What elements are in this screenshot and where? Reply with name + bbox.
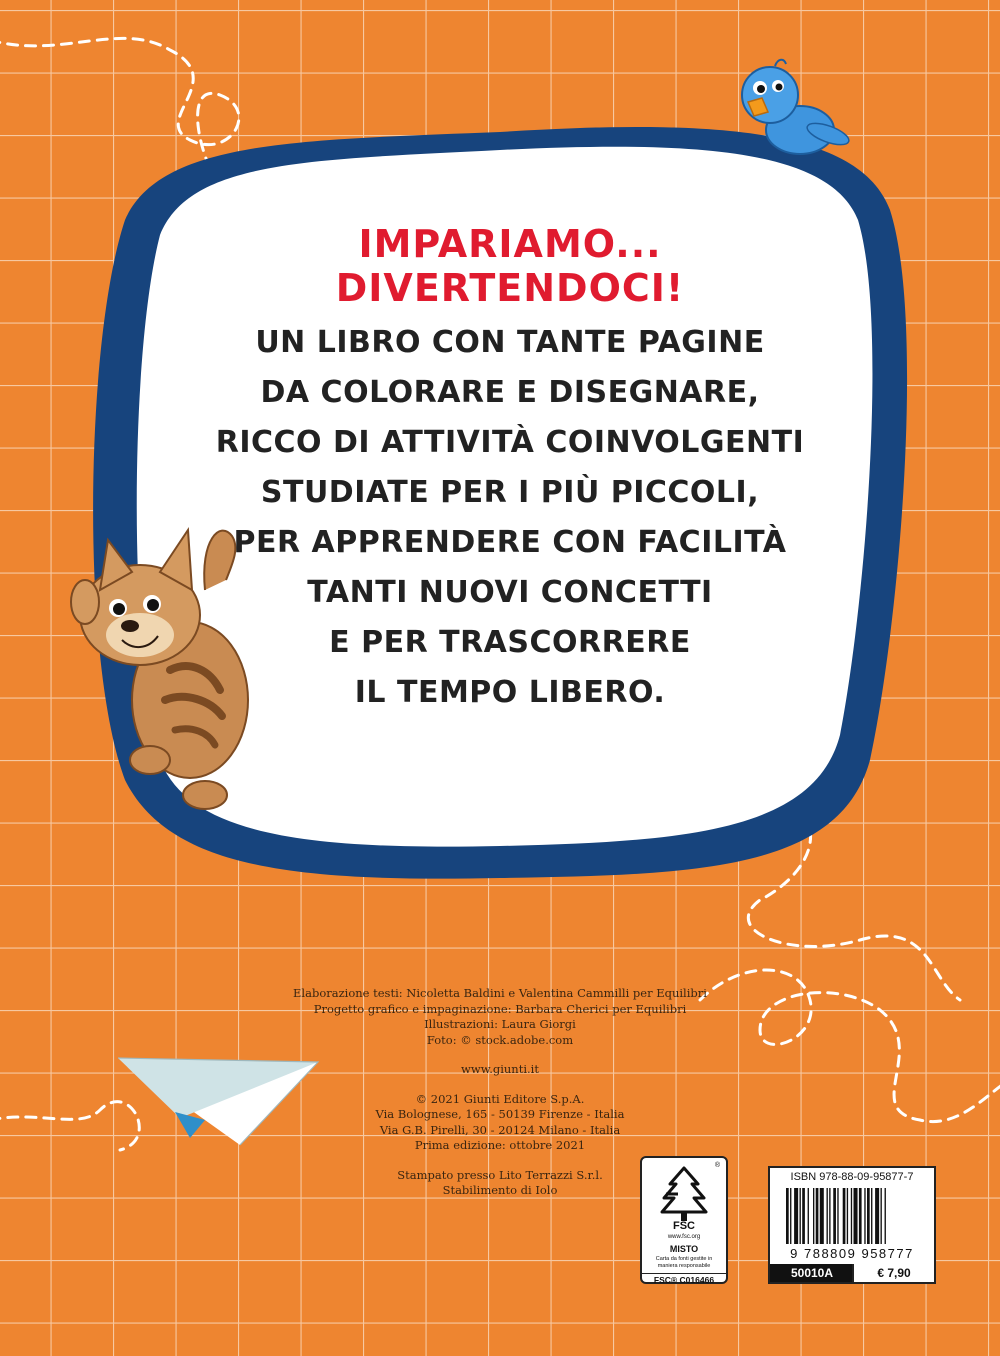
printer: Stampato presso Lito Terrazzi S.r.l. bbox=[397, 1167, 603, 1182]
credit-design: Progetto grafico e impaginazione: Barbara Cherici per Equilibri bbox=[313, 1001, 687, 1016]
barcode-icon bbox=[784, 1188, 932, 1248]
blurb-line: DA COLORARE E DISEGNARE, bbox=[260, 375, 760, 410]
price: € 7,90 bbox=[852, 1264, 934, 1282]
credit-photos: Foto: © stock.adobe.com bbox=[426, 1032, 574, 1047]
blurb-line: TANTI NUOVI CONCETTI bbox=[307, 575, 713, 610]
fsc-url: www.fsc.org bbox=[667, 1234, 701, 1240]
blurb-line: UN LIBRO CON TANTE PAGINE bbox=[255, 325, 765, 360]
address-milan: Via G.B. Pirelli, 30 - 20124 Milano - Italia bbox=[379, 1122, 621, 1137]
credit-illustrations: Illustrazioni: Laura Giorgi bbox=[424, 1017, 576, 1031]
fsc-name: FSC bbox=[673, 1220, 695, 1232]
blurb-line: STUDIATE PER I PIÙ PICCOLI, bbox=[260, 475, 760, 510]
barcode-box bbox=[768, 1166, 936, 1284]
product-code: 50010A bbox=[770, 1264, 854, 1282]
blurb bbox=[190, 318, 830, 718]
credit-texts: Elaborazione testi: Nicoletta Baldini e Valentina Cammilli per Equilibri bbox=[293, 986, 707, 1000]
address-florence: Via Bolognese, 165 - 50139 Firenze - Italia bbox=[375, 1107, 625, 1121]
website-link[interactable]: www.giunti.it bbox=[461, 1062, 539, 1076]
fsc-description: Carta da fonti gestite in maniera responsabile bbox=[655, 1256, 713, 1269]
blurb-line: PER APPRENDERE CON FACILITÀ bbox=[233, 525, 787, 560]
isbn: ISBN 978-88-09-95877-7 bbox=[790, 1171, 914, 1183]
fsc-tree-icon bbox=[652, 1164, 716, 1224]
copyright: © 2021 Giunti Editore S.p.A. bbox=[415, 1091, 585, 1106]
blurb-line: RICCO DI ATTIVITÀ COINVOLGENTI bbox=[215, 425, 805, 460]
blurb-line: IL TEMPO LIBERO. bbox=[354, 675, 666, 710]
ean-number: 9 788809 958777 bbox=[790, 1246, 914, 1261]
edition: Prima edizione: ottobre 2021 bbox=[414, 1138, 586, 1152]
plant: Stabilimento di Iolo bbox=[442, 1183, 558, 1197]
headline: IMPARIAMO... DIVERTENDOCI! bbox=[335, 222, 685, 310]
fsc-code: FSC® C016466 bbox=[642, 1273, 726, 1285]
fsc-label: ® FSC www.fsc.org MISTO Carta da fonti gestite in maniera responsabile FSC® C016466 bbox=[640, 1156, 728, 1284]
blurb-line: E PER TRASCORRERE bbox=[329, 625, 691, 660]
fsc-category: MISTO bbox=[669, 1244, 699, 1254]
